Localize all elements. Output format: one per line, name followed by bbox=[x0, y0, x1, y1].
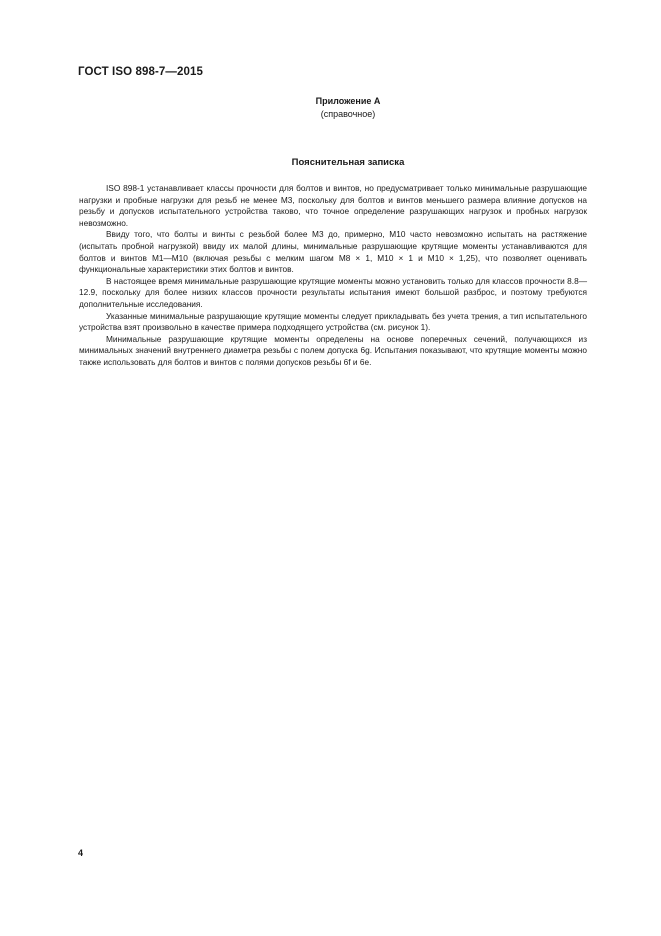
appendix-title: Приложение А bbox=[315, 96, 381, 106]
body-text bbox=[79, 183, 587, 369]
section-title: Пояснительная записка bbox=[291, 157, 405, 168]
paragraph: В настоящее время минимальные разрушающие крутящие моменты можно установить только для классов прочности 8.8—12.9, поскольку для более низких классов прочности результаты испытания имеют большой разброс, и поэтому требуются дополнительные исследования. bbox=[79, 275, 587, 309]
paragraph: Указанные минимальные разрушающие крутящие моменты следует прикладывать без учета трения, а тип испытательного устройства взят произвольно в качестве примера подходящего устройства (см. рисунок 1). bbox=[79, 310, 587, 333]
paragraph: ISO 898-1 устанавливает классы прочности для болтов и винтов, но предусматривает только минимальные разрушающие нагрузки и пробные нагрузки для резьб не менее М3, поскольку для болтов и винтов меньшего размера влияние допусков на резьбу и допусков испытательного устройства таково, что точное определение разрушающих нагрузок и пробных нагрузок невозможно. bbox=[79, 183, 587, 228]
appendix-subtitle: (справочное) bbox=[320, 109, 376, 119]
appendix-heading bbox=[200, 95, 496, 121]
page-number: 4 bbox=[78, 848, 84, 858]
paragraph: Минимальные разрушающие крутящие моменты определены на основе поперечных сечений, получающихся из минимальных значений внутреннего диаметра резьбы с полем допуска 6g. Испытания показывают, что крутящие моменты можно также использовать для болтов и винтов с полями допусков резьбы 6f и 6e. bbox=[79, 333, 587, 367]
document-header: ГОСТ ISO 898-7—2015 bbox=[78, 66, 203, 78]
paragraph: Ввиду того, что болты и винты с резьбой более М3 до, примерно, М10 часто невозможно испытать на растяжение (испытать пробной нагрузкой) ввиду их малой длины, минимальные разрушающие крутящие моменты устанавливаются для болтов и винтов М1—М10 (включая резьбы с мелким шагом М8 × 1, М10 × 1 и М10 × 1,25), что позволяет оценивать функциональные характеристики этих болтов и винтов. bbox=[79, 229, 587, 275]
